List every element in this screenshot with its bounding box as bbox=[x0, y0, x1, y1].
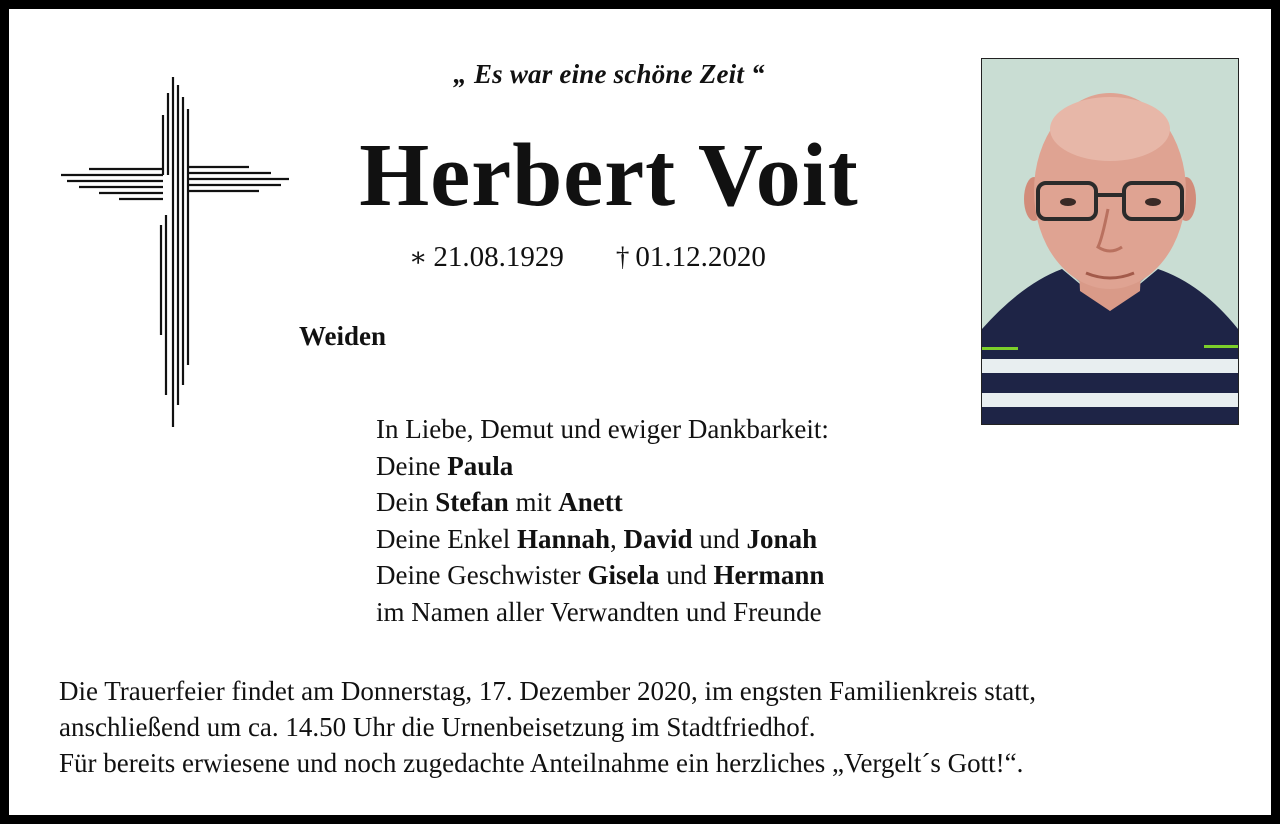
ceremony-text-line: anschließend um ca. 14.50 Uhr die Urnenbeisetzung im Stadtfriedhof. bbox=[59, 712, 816, 742]
mourners-text: Deine Geschwister bbox=[376, 560, 588, 591]
mourner-name: Hannah bbox=[516, 523, 611, 554]
portrait-photo-illustration bbox=[982, 59, 1238, 424]
ceremony-information bbox=[59, 673, 1259, 781]
birth-date: 21.08.1929 bbox=[433, 241, 564, 273]
mourners-text: im Namen aller Verwandten und Freunde bbox=[376, 596, 822, 627]
mourners-text: Dein bbox=[376, 487, 436, 518]
mourner-name: David bbox=[623, 523, 693, 554]
thanks-text-line: Für bereits erwiesene und noch zugedachte Anteilnahme ein herzliches „Vergelt´s Gott!“. bbox=[59, 748, 1024, 778]
place-name: Weiden bbox=[299, 321, 387, 351]
mourners-text: Deine bbox=[376, 450, 448, 481]
mourners-line bbox=[376, 521, 829, 558]
mourners-text: In Liebe, Demut und ewiger Dankbarkeit: bbox=[376, 414, 829, 444]
cross-icon bbox=[59, 75, 291, 429]
mourners-text: und bbox=[659, 560, 714, 591]
death-dagger-icon: † bbox=[615, 242, 630, 272]
deceased-name: Herbert Voit bbox=[359, 126, 859, 225]
mourners-text: , bbox=[610, 523, 624, 554]
mourners-line bbox=[376, 594, 829, 631]
life-dates bbox=[409, 241, 829, 274]
motto-quote: „ Es war eine schöne Zeit “ bbox=[453, 59, 765, 89]
mourners-text: Deine Enkel bbox=[376, 523, 517, 554]
mourners-line bbox=[376, 411, 829, 448]
mourners-line bbox=[376, 448, 829, 485]
death-date: 01.12.2020 bbox=[635, 241, 766, 273]
mourners-text: und bbox=[692, 523, 747, 554]
mourner-name: Paula bbox=[447, 450, 514, 481]
mourners-list bbox=[376, 411, 829, 631]
mourner-name: Gisela bbox=[587, 560, 660, 591]
mourners-text: mit bbox=[508, 487, 559, 518]
mourner-name: Anett bbox=[558, 487, 623, 518]
birth-star-icon: ∗ bbox=[409, 242, 428, 272]
mourner-name: Hermann bbox=[713, 560, 825, 591]
mourners-line bbox=[376, 484, 829, 521]
ceremony-text-line: Die Trauerfeier findet am Donnerstag, 17. Dezember 2020, im engsten Familienkreis statt, bbox=[59, 676, 1036, 706]
mourner-name: Jonah bbox=[746, 523, 818, 554]
portrait-photo bbox=[981, 58, 1239, 425]
mourner-name: Stefan bbox=[435, 487, 509, 518]
mourners-line bbox=[376, 557, 829, 594]
